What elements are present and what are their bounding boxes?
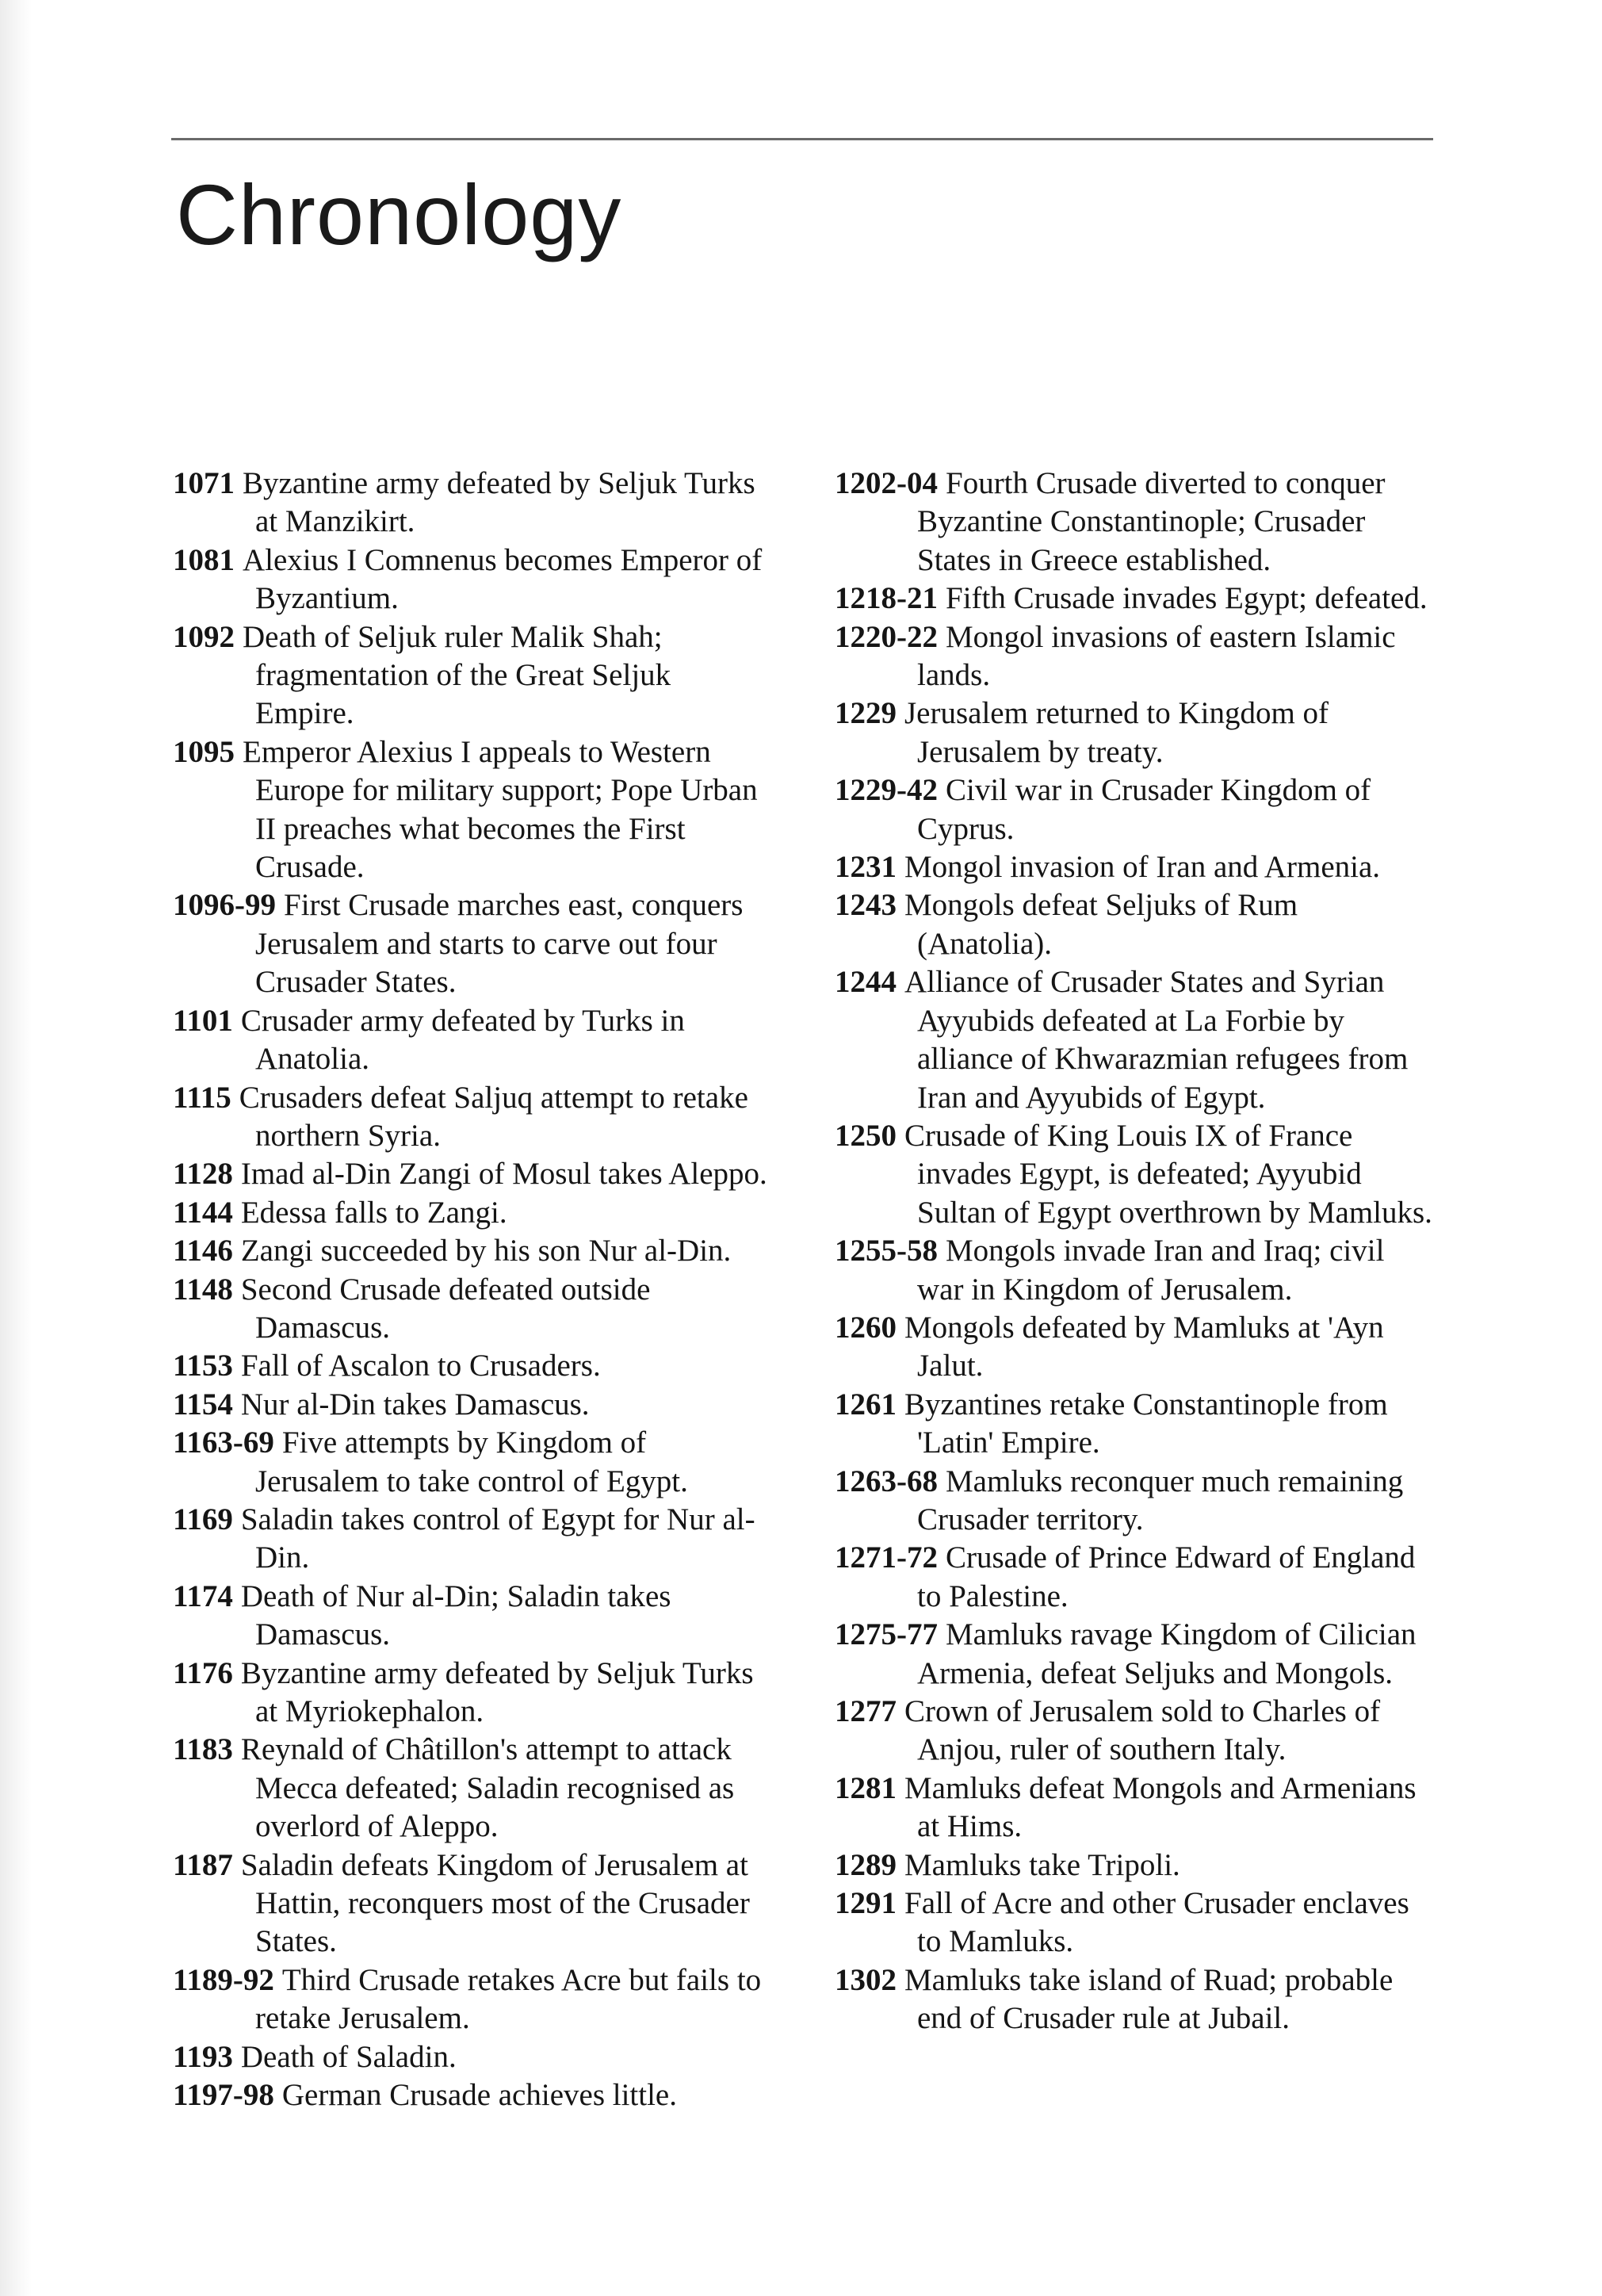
header-rule [171,138,1433,140]
entry-year: 1302 [835,1962,897,1997]
chronology-entry [835,886,1433,963]
entry-year: 1291 [835,1886,897,1921]
chronology-entry [835,1616,1433,1693]
entry-year: 1231 [835,850,897,885]
entry-year: 1174 [173,1578,233,1613]
entry-year: 1146 [173,1234,233,1269]
chronology-entry [173,1232,775,1270]
entry-text: Five attempts by Kingdom of Jerusalem to take control of Egypt. [255,1425,688,1498]
chronology-entry [835,695,1433,771]
entry-year: 1081 [173,542,235,577]
entry-text: Nur al-Din takes Damascus. [240,1387,590,1422]
entry-year: 1289 [835,1847,897,1882]
entry-text: Fifth Crusade invades Egypt; defeated. [946,581,1428,616]
entry-year: 1250 [835,1118,897,1153]
entry-year: 1163-69 [173,1425,274,1460]
chronology-entry [835,1885,1433,1961]
entry-text: Crusade of King Louis IX of France invades Egypt, is defeated; Ayyubid Sultan of Egypt overthrown by Mamluks. [904,1118,1432,1230]
entry-text: German Crusade achieves little. [281,2078,677,2113]
entry-year: 1229-42 [835,773,938,808]
chronology-entry [835,1309,1433,1386]
chronology-entry [173,1501,775,1578]
entry-year: 1128 [173,1157,233,1192]
entry-text: Fall of Acre and other Crusader enclaves to Mamluks. [904,1886,1409,1959]
chronology-entry [173,541,775,618]
entry-year: 1095 [173,734,235,769]
entry-text: Death of Nur al-Din; Saladin takes Damascus. [240,1578,671,1652]
entry-year: 1260 [835,1310,897,1345]
entry-year: 1096-99 [173,888,276,923]
entry-year: 1071 [173,466,235,500]
chronology-entry [173,1655,775,1732]
entry-year: 1277 [835,1694,897,1728]
entry-year: 1176 [173,1655,233,1690]
entry-text: Mongols defeated by Mamluks at 'Ayn Jalut. [904,1310,1384,1383]
entry-text: Reynald of Châtillon's attempt to attack Mecca defeated; Saladin recognised as overlord of Aleppo. [240,1732,735,1844]
entry-year: 1153 [173,1349,233,1383]
chronology-entry [173,1079,775,1156]
entry-text: Jerusalem returned to Kingdom of Jerusalem by treaty. [904,696,1329,769]
entry-text: Crusader army defeated by Turks in Anatolia. [240,1003,685,1077]
entry-text: Mamluks reconquer much remaining Crusader territory. [917,1464,1404,1536]
chronology-entry [835,848,1433,886]
entry-text: Edessa falls to Zangi. [240,1195,507,1230]
entry-year: 1183 [173,1732,233,1767]
entry-text: Crusaders defeat Saljuq attempt to retake northern Syria. [239,1080,748,1153]
chronology-entry [173,1194,775,1232]
entry-year: 1243 [835,888,897,923]
entry-year: 1271-72 [835,1540,938,1575]
entry-text: Fourth Crusade diverted to conquer Byzantine Constantinople; Crusader States in Greece established. [917,466,1386,577]
chronology-entry [835,1961,1433,2038]
entry-text: Imad al-Din Zangi of Mosul takes Aleppo. [240,1157,767,1192]
entry-text: Alliance of Crusader States and Syrian Ayyubids defeated at La Forbie by alliance of Khwarazmian refugees from Iran and Ayyubids of Egypt. [904,965,1409,1115]
chronology-entry [835,1117,1433,1232]
page-title: Chronology [176,166,622,262]
chronology-entry [835,1770,1433,1846]
entry-text: Mamluks take island of Ruad; probable end of Crusader rule at Jubail. [904,1962,1394,2036]
entry-text: Mamluks ravage Kingdom of Cilician Armenia, defeat Seljuks and Mongols. [917,1617,1417,1690]
entry-text: Saladin defeats Kingdom of Jerusalem at Hattin, reconquers most of the Crusader States. [240,1847,750,1959]
entry-year: 1255-58 [835,1234,938,1269]
entry-year: 1202-04 [835,466,938,500]
entry-year: 1275-77 [835,1617,938,1652]
entry-text: Death of Seljuk ruler Malik Shah; fragmentation of the Great Seljuk Empire. [243,619,671,731]
chronology-entry [173,1002,775,1079]
chronology-entry [173,733,775,887]
chronology-entry [173,1961,775,2038]
entry-year: 1154 [173,1387,233,1422]
entry-year: 1261 [835,1387,897,1422]
entry-year: 1197-98 [173,2078,274,2113]
entry-year: 1148 [173,1272,233,1307]
entry-text: Byzantines retake Constantinople from 'Latin' Empire. [904,1387,1388,1460]
entry-year: 1187 [173,1847,233,1882]
chronology-entry [173,2038,775,2076]
entry-text: Alexius I Comnenus becomes Emperor of Byzantium. [243,542,763,616]
chronology-right-column [835,465,1433,2038]
entry-text: Mamluks take Tripoli. [904,1847,1180,1882]
entry-year: 1281 [835,1770,897,1805]
chronology-entry [173,1271,775,1348]
chronology-entry [835,1539,1433,1616]
page-edge-shadow [0,0,32,2296]
chronology-entry [173,2076,775,2114]
entry-text: Emperor Alexius I appeals to Western Europe for military support; Pope Urban II preaches what becomes the First Crusade. [243,734,758,885]
chronology-entry [835,1386,1433,1463]
chronology-entry [173,618,775,733]
entry-text: Civil war in Crusader Kingdom of Cyprus. [917,773,1371,846]
chronology-entry [835,963,1433,1117]
chronology-entry [173,1386,775,1424]
chronology-entry [173,1846,775,1961]
chronology-entry [835,1463,1433,1540]
entry-year: 1193 [173,2039,233,2074]
chronology-left-column [173,465,775,2114]
entry-text: Mongols defeat Seljuks of Rum (Anatolia). [904,888,1298,961]
entry-year: 1189-92 [173,1962,274,1997]
entry-text: Byzantine army defeated by Seljuk Turks at Myriokephalon. [240,1655,754,1728]
chronology-entry [835,1693,1433,1770]
chronology-entry [835,618,1433,695]
entry-text: Mongol invasions of eastern Islamic lands. [917,619,1396,693]
entry-year: 1169 [173,1502,233,1536]
entry-text: Mongols invade Iran and Iraq; civil war in Kingdom of Jerusalem. [917,1234,1385,1307]
chronology-entry [173,886,775,1001]
entry-year: 1144 [173,1195,233,1230]
chronology-entry [173,1347,775,1385]
entry-text: Byzantine army defeated by Seljuk Turks at Manzikirt. [243,466,755,539]
entry-text: Crown of Jerusalem sold to Charles of Anjou, ruler of southern Italy. [904,1694,1381,1767]
chronology-entry [173,1424,775,1501]
entry-text: Crusade of Prince Edward of England to Palestine. [917,1540,1416,1613]
chronology-entry [835,580,1433,618]
entry-year: 1092 [173,619,235,654]
entry-year: 1220-22 [835,619,938,654]
entry-text: Saladin takes control of Egypt for Nur al-Din. [240,1502,755,1575]
chronology-entry [173,1731,775,1846]
entry-text: Third Crusade retakes Acre but fails to retake Jerusalem. [255,1962,762,2036]
entry-text: Mongol invasion of Iran and Armenia. [904,850,1381,885]
entry-text: Zangi succeeded by his son Nur al-Din. [240,1234,732,1269]
entry-year: 1218-21 [835,581,938,616]
entry-year: 1263-68 [835,1464,938,1498]
chronology-entry [173,1578,775,1655]
entry-text: Mamluks defeat Mongols and Armenians at Hims. [904,1770,1417,1844]
chronology-entry [835,1232,1433,1309]
entry-year: 1115 [173,1080,231,1115]
entry-text: First Crusade marches east, conquers Jerusalem and starts to carve out four Crusader States. [255,888,744,1000]
entry-year: 1101 [173,1003,233,1038]
chronology-entry [173,1155,775,1193]
chronology-entry [835,771,1433,848]
chronology-entry [835,465,1433,580]
entry-text: Second Crusade defeated outside Damascus. [240,1272,651,1345]
entry-text: Fall of Ascalon to Crusaders. [240,1349,601,1383]
entry-year: 1244 [835,965,897,1000]
chronology-entry [173,465,775,541]
entry-year: 1229 [835,696,897,731]
chronology-entry [835,1846,1433,1885]
entry-text: Death of Saladin. [240,2039,457,2074]
